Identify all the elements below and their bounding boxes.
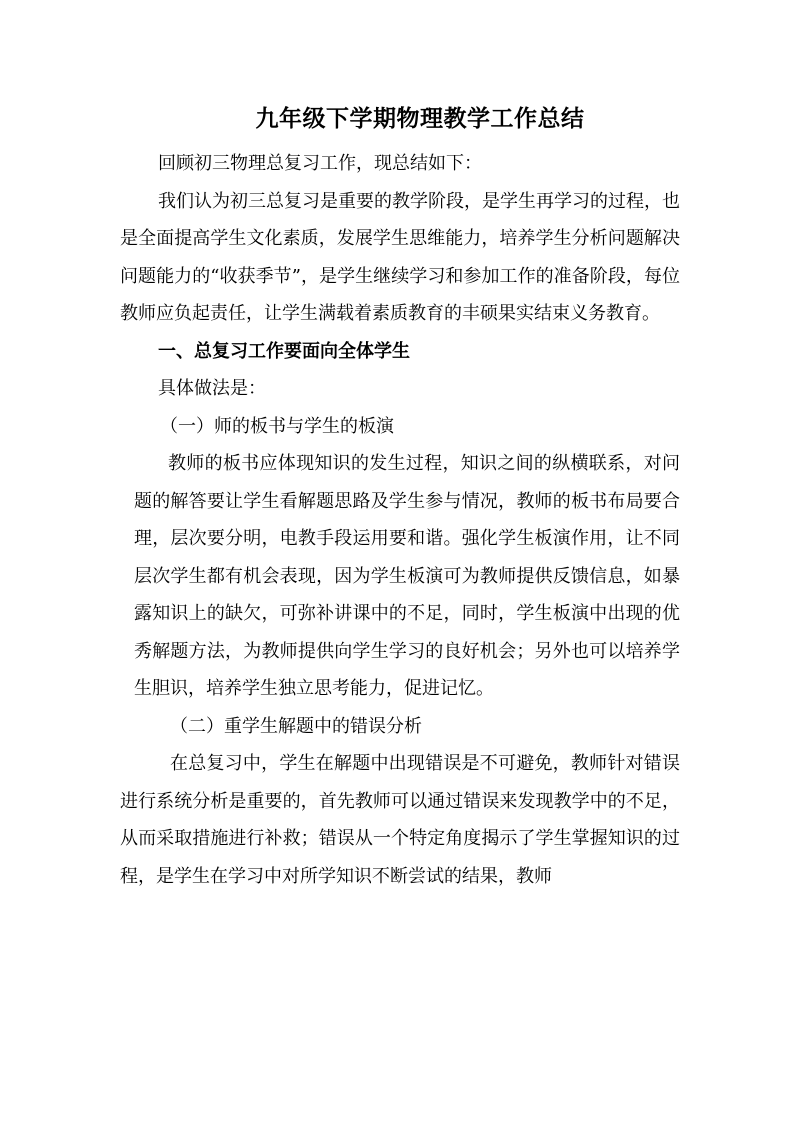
paragraph-overview: 我们认为初三总复习是重要的教学阶段，是学生再学习的过程，也是全面提高学生文化素质，发展学生思维能力，培养学生分析问题解决问题能力的“收获季节”，是学生继续学习和参加工作的准备阶段，每位教师应负起责任，让学生满载着素质教育的丰硕果实结束义务教育。	[120, 190, 680, 324]
subsection-2-body: 在总复习中，学生在解题中出现错误是不可避免，教师针对错误进行系统分析是重要的，首先教师可以通过错误来发现教学中的不足，从而采取措施进行补救；错误从一个特定角度揭示了学生掌握知识的过程，是学生在学习中对所学知识不断尝试的结果，教师	[120, 753, 680, 887]
document-title: 九年级下学期物理教学工作总结	[255, 105, 585, 132]
intro-paragraph: 回顾初三物理总复习工作，现总结如下：	[158, 153, 482, 174]
section-1-lead: 具体做法是：	[158, 378, 266, 399]
subsection-heading-2: （二）重学生解题中的错误分析	[170, 715, 422, 737]
subsection-heading-1: （一）师的板书与学生的板演	[160, 415, 394, 437]
document-body	[120, 145, 680, 895]
section-heading-1: 一、总复习工作要面向全体学生	[158, 340, 410, 362]
subsection-1-body: 教师的板书应体现知识的发生过程，知识之间的纵横联系，对问题的解答要让学生看解题思路及学生参与情况，教师的板书布局要合理，层次要分明，电教手段运用要和谐。强化学生板演作用，让不同层次学生都有机会表现，因为学生板演可为教师提供反馈信息，如暴露知识上的缺欠，可弥补讲课中的不足，同时，学生板演中出现的优秀解题方法，为教师提供向学生学习的良好机会；另外也可以培养学生胆识，培养学生独立思考能力，促进记忆。	[134, 453, 680, 699]
